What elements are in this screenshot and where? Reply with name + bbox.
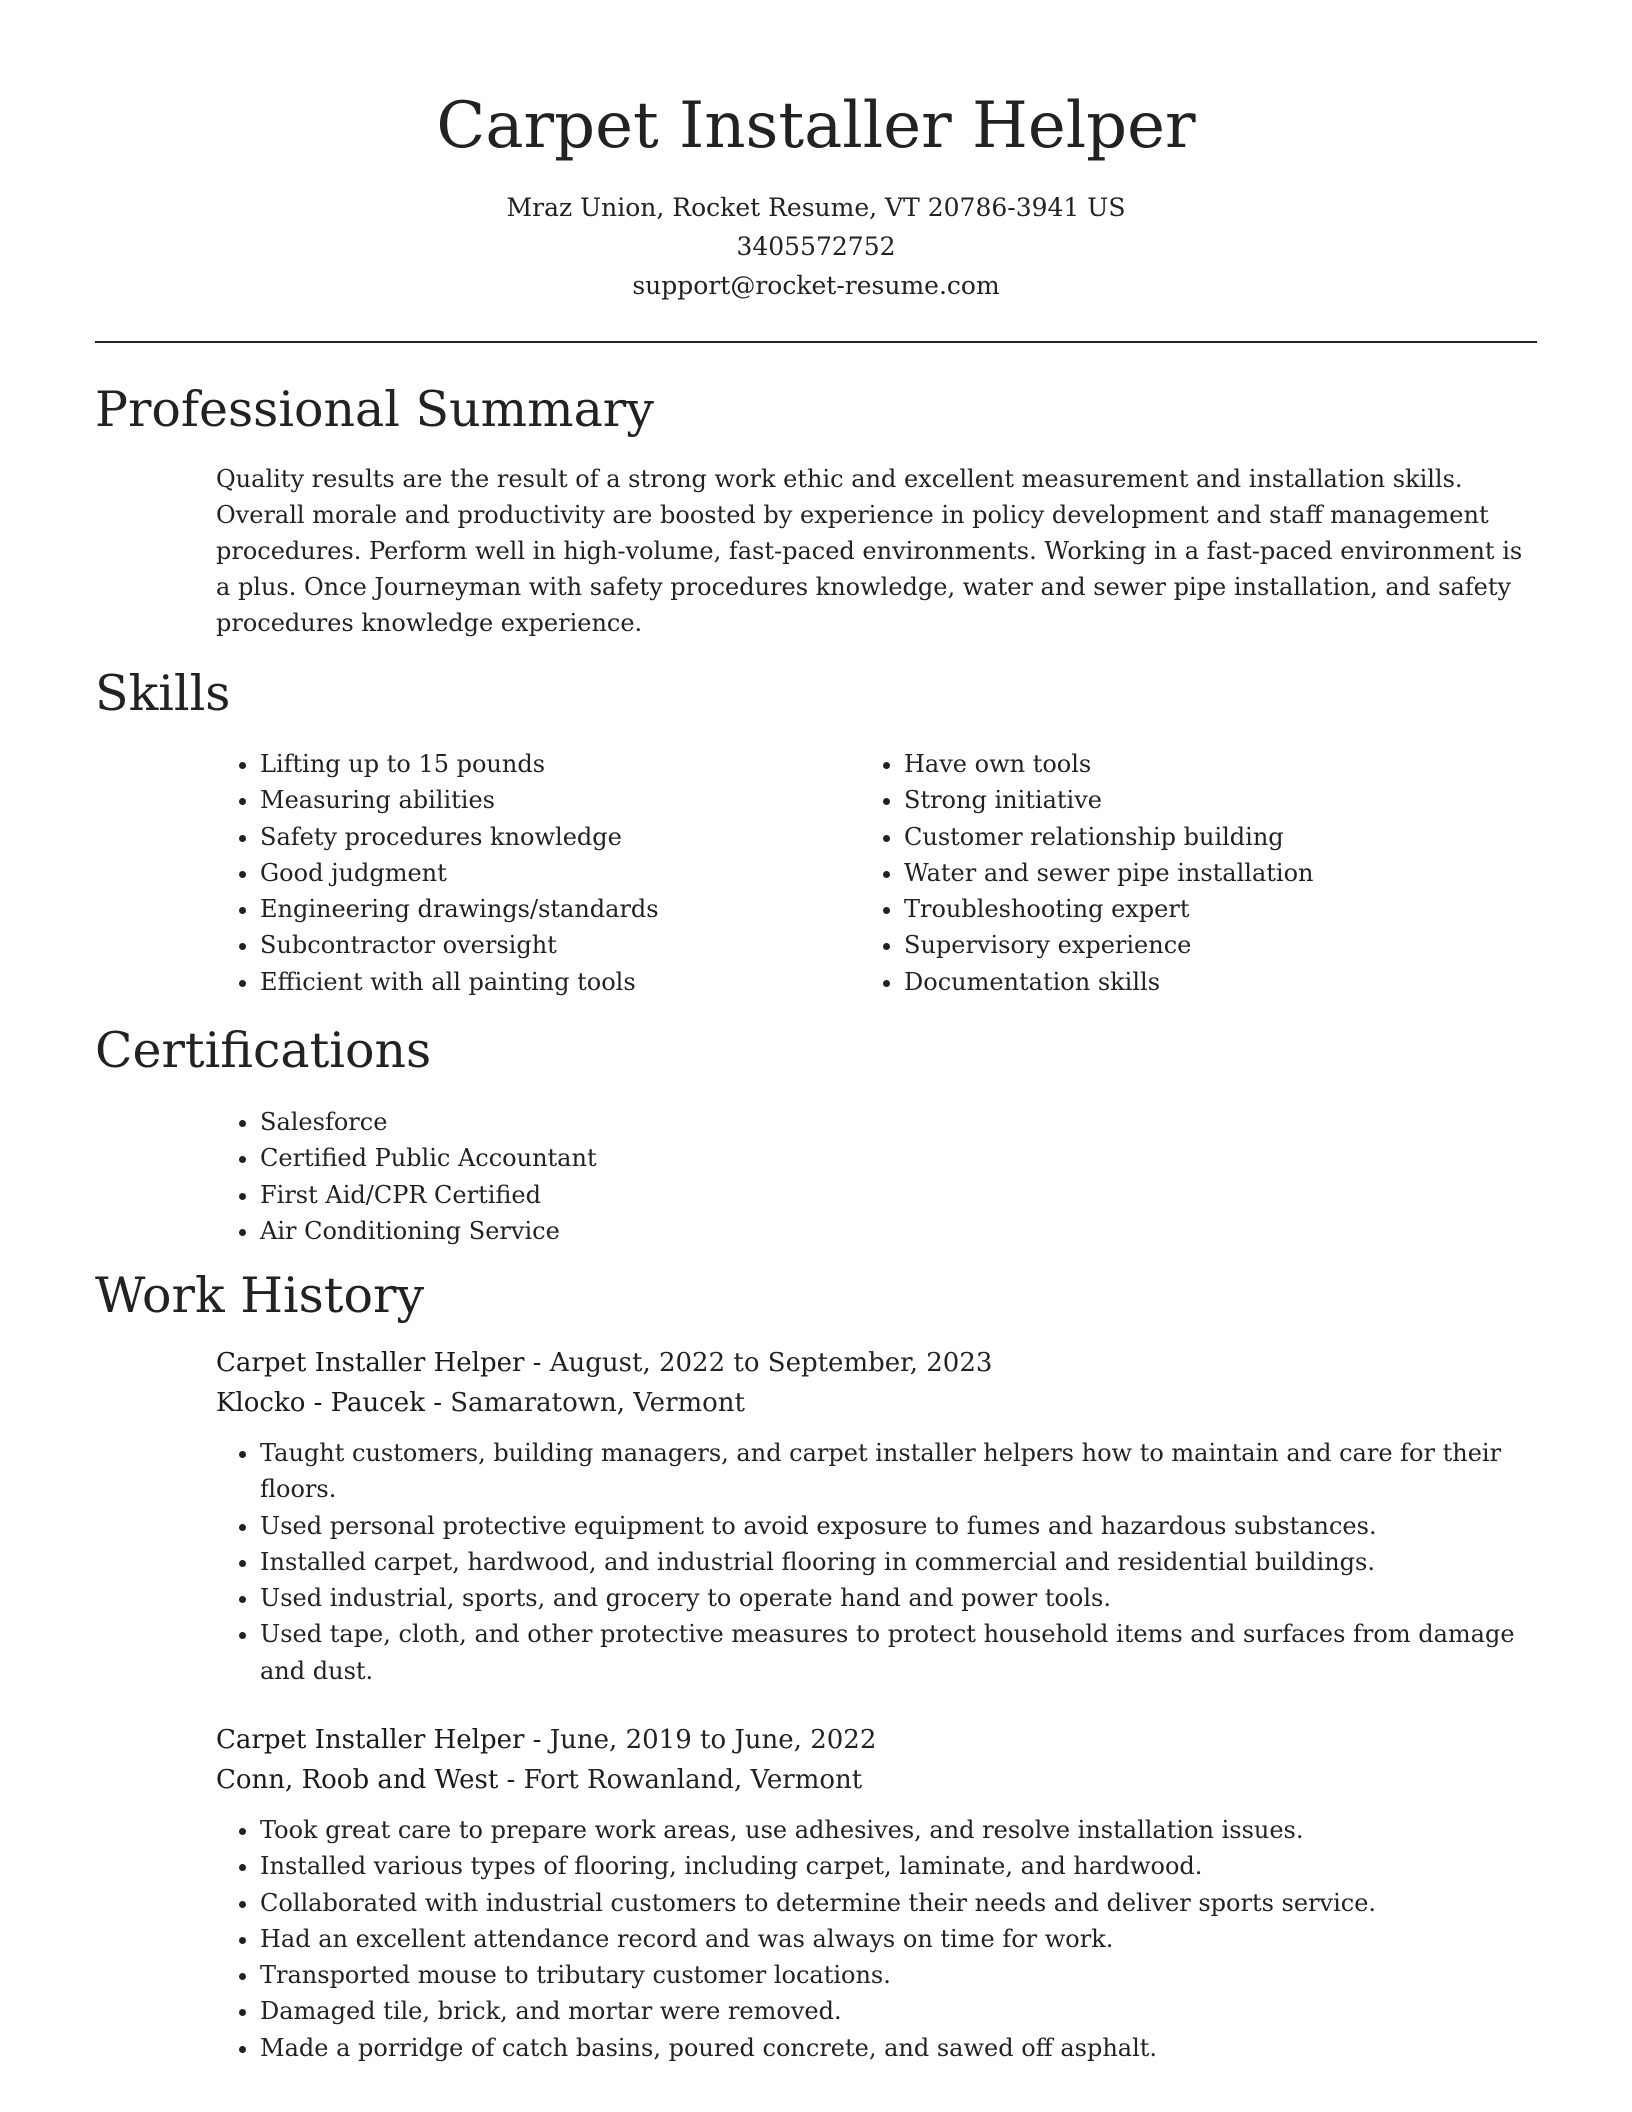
- skill-item: • Efficient with all painting tools: [260, 964, 816, 1000]
- header-divider: [95, 341, 1537, 343]
- job-duty: • Taught customers, building managers, and carpet installer helpers how to maintain and care for their floors.: [260, 1435, 1536, 1508]
- skill-item: • Troubleshooting expert: [904, 891, 1500, 927]
- job-duty: • Used tape, cloth, and other protective measures to protect household items and surfaces from damage and dust.: [260, 1616, 1536, 1689]
- job-location: - Fort Rowanland, Vermont: [498, 1765, 863, 1795]
- job-location: - Samaratown, Vermont: [424, 1388, 746, 1418]
- job-duty: • Installed various types of flooring, including carpet, laminate, and hardwood.: [260, 1848, 1536, 1884]
- skill-item: • Engineering drawings/standards: [260, 891, 816, 927]
- certification-item: • Air Conditioning Service: [260, 1213, 597, 1249]
- job-dates: - August, 2022 to September, 2023: [524, 1348, 993, 1378]
- certifications-heading: Certifications: [95, 1022, 432, 1079]
- job-duty: • Had an excellent attendance record and was always on time for work.: [260, 1921, 1536, 1957]
- job-title-line: [216, 1343, 1536, 1383]
- email: support@rocket-resume.com: [632, 271, 1000, 300]
- candidate-name: Carpet Installer Helper: [436, 89, 1196, 163]
- job-duty: • Used personal protective equipment to avoid exposure to fumes and hazardous substances.: [260, 1508, 1536, 1544]
- skills-left-list: [216, 746, 816, 1000]
- job-entry: [216, 1720, 1536, 2066]
- job-duties-list: [216, 1812, 1536, 2066]
- skill-item: • Subcontractor oversight: [260, 927, 816, 963]
- job-entry: [216, 1343, 1536, 1689]
- job-title: Carpet Installer Helper: [216, 1725, 525, 1755]
- work-history-heading: Work History: [95, 1267, 425, 1324]
- skill-item: • Have own tools: [904, 746, 1500, 782]
- skills-right-list: [860, 746, 1500, 1000]
- job-dates: - June, 2019 to June, 2022: [524, 1725, 877, 1755]
- job-duty: • Installed carpet, hardwood, and industrial flooring in commercial and residential buildings.: [260, 1544, 1536, 1580]
- skill-item: • Good judgment: [260, 855, 816, 891]
- job-company: Klocko - Paucek: [216, 1388, 425, 1418]
- job-duty: • Made a porridge of catch basins, poured concrete, and sawed off asphalt.: [260, 2030, 1536, 2066]
- resume-header: [0, 82, 1632, 305]
- summary-text: Quality results are the result of a strong work ethic and excellent measurement and installation skills. Overall morale and productivity are boosted by experience in policy development and staff management procedures. Perform well in high-volume, fast-paced environments. Working in a fast-paced environment is a plus. Once Journeyman with safety procedures knowledge, water and sewer pipe installation, and safety procedures knowledge experience.: [216, 465, 1523, 637]
- skill-item: • Strong initiative: [904, 782, 1500, 818]
- phone: 3405572752: [736, 232, 896, 261]
- certification-item: • Certified Public Accountant: [260, 1140, 597, 1176]
- job-duty: • Used industrial, sports, and grocery to operate hand and power tools.: [260, 1580, 1536, 1616]
- job-company-line: [216, 1383, 1536, 1423]
- job-duty: • Collaborated with industrial customers to determine their needs and deliver sports service.: [260, 1885, 1536, 1921]
- summary-heading: Professional Summary: [95, 381, 654, 438]
- contact-info: [0, 188, 1632, 305]
- job-title: Carpet Installer Helper: [216, 1348, 525, 1378]
- job-company-line: [216, 1760, 1536, 1800]
- skill-item: • Measuring abilities: [260, 782, 816, 818]
- job-duty: • Took great care to prepare work areas, use adhesives, and resolve installation issues.: [260, 1812, 1536, 1848]
- certification-item: • Salesforce: [260, 1104, 597, 1140]
- skill-item: • Water and sewer pipe installation: [904, 855, 1500, 891]
- certifications-list: [216, 1104, 597, 1249]
- skills-heading: Skills: [95, 665, 231, 722]
- job-company: Conn, Roob and West: [216, 1765, 499, 1795]
- skill-item: • Lifting up to 15 pounds: [260, 746, 816, 782]
- job-duty: • Damaged tile, brick, and mortar were removed.: [260, 1993, 1536, 2029]
- job-title-line: [216, 1720, 1536, 1760]
- skill-item: • Safety procedures knowledge: [260, 819, 816, 855]
- skills-left-column: [216, 746, 816, 1000]
- skill-item: • Supervisory experience: [904, 927, 1500, 963]
- certifications-block: [216, 1104, 597, 1249]
- skill-item: • Documentation skills: [904, 964, 1500, 1000]
- address: Mraz Union, Rocket Resume, VT 20786-3941 US: [506, 193, 1126, 222]
- skills-right-column: [860, 746, 1500, 1000]
- job-duties-list: [216, 1435, 1536, 1689]
- job-duty: • Transported mouse to tributary customer locations.: [260, 1957, 1536, 1993]
- skill-item: • Customer relationship building: [904, 819, 1500, 855]
- certification-item: • First Aid/CPR Certified: [260, 1177, 597, 1213]
